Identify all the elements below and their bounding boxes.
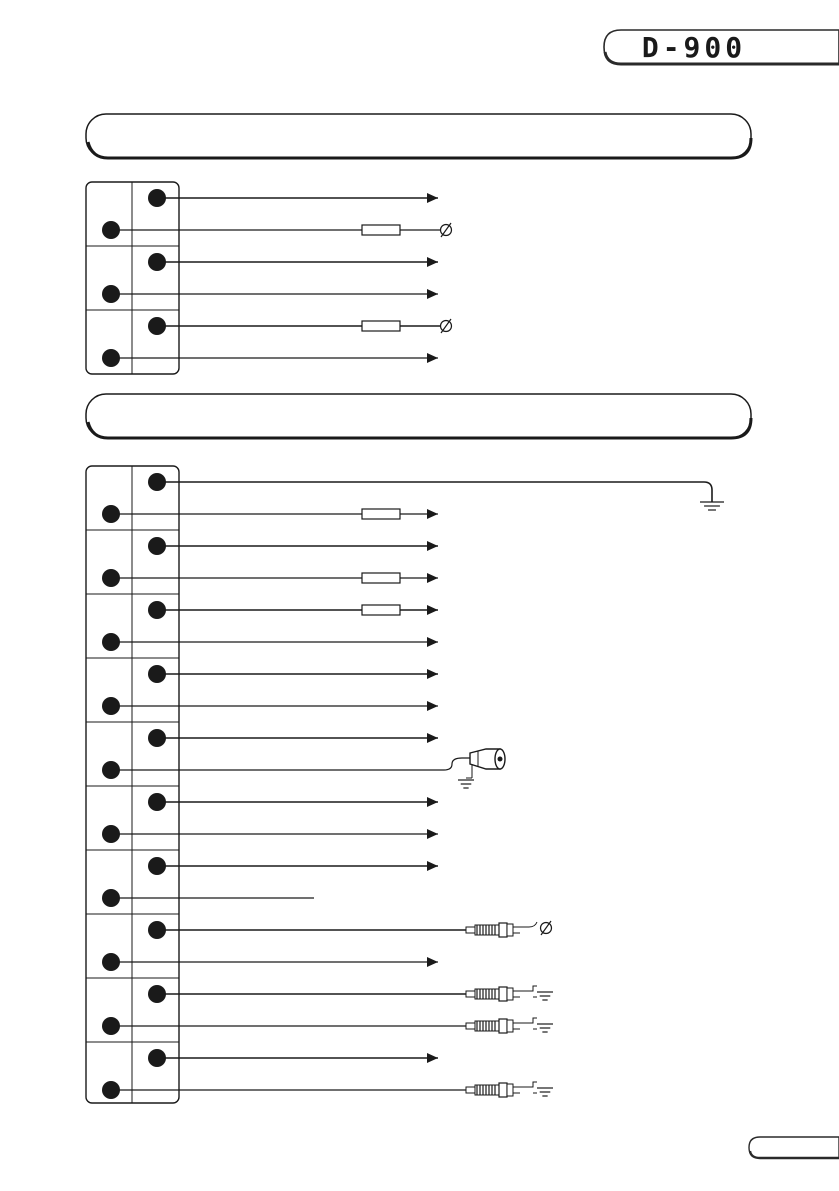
pin-wire	[148, 1049, 438, 1067]
pin-wire	[148, 921, 552, 939]
terminal-pin	[102, 505, 120, 523]
ground-symbol	[458, 780, 474, 788]
terminal-pin	[102, 569, 120, 587]
terminal-pin	[148, 601, 166, 619]
pin-wire	[148, 729, 438, 747]
fuse-icon	[362, 225, 400, 235]
terminal-pin	[148, 253, 166, 271]
terminal-pin	[148, 665, 166, 683]
arrow-head-icon	[427, 509, 438, 519]
terminal-pin	[102, 1081, 120, 1099]
rca-plug-icon	[466, 923, 520, 937]
arrow-head-icon	[427, 957, 438, 967]
arrow-head-icon	[427, 605, 438, 615]
terminal-pin	[102, 633, 120, 651]
fuse-icon	[362, 509, 400, 519]
section-header-2	[86, 394, 751, 438]
arrow-head-icon	[427, 541, 438, 551]
terminal-pin	[148, 1049, 166, 1067]
connector-b	[86, 466, 724, 1103]
arrow-head-icon	[427, 829, 438, 839]
arrow-head-icon	[427, 733, 438, 743]
pin-wire	[148, 317, 452, 335]
fuse-icon	[362, 321, 400, 331]
terminal-pin	[148, 921, 166, 939]
pin-wire	[148, 253, 438, 271]
terminal-pin	[148, 473, 166, 491]
arrow-head-icon	[427, 257, 438, 267]
pin-wire	[148, 665, 438, 683]
terminal-pin	[102, 285, 120, 303]
terminal-pin	[148, 317, 166, 335]
pin-wire	[148, 601, 438, 619]
arrow-head-icon	[427, 573, 438, 583]
rca-plug-icon	[466, 1083, 520, 1097]
fuse-icon	[362, 605, 400, 615]
page-number-tab	[749, 1137, 839, 1158]
arrow-head-icon	[427, 637, 438, 647]
no-connect-symbol	[541, 921, 552, 935]
terminal-pin	[148, 537, 166, 555]
model-tab	[604, 30, 839, 64]
terminal-pin	[148, 857, 166, 875]
rca-plug-icon	[466, 1019, 520, 1033]
pin-wire	[148, 189, 438, 207]
terminal-pin	[148, 985, 166, 1003]
terminal-pin	[148, 189, 166, 207]
terminal-pin	[102, 889, 120, 907]
arrow-head-icon	[427, 193, 438, 203]
wire	[157, 482, 712, 502]
terminal-pin	[102, 761, 120, 779]
no-connect-symbol	[441, 223, 452, 237]
no-connect-symbol	[441, 319, 452, 333]
fuse-icon	[362, 573, 400, 583]
terminal-pin	[102, 825, 120, 843]
terminal-pin	[102, 349, 120, 367]
model-label: D-900	[641, 31, 747, 64]
terminal-pin	[102, 1017, 120, 1035]
arrow-head-icon	[427, 289, 438, 299]
pin-wire	[148, 793, 438, 811]
pin-wire	[148, 537, 438, 555]
rca-plug-icon	[466, 987, 520, 1001]
arrow-head-icon	[427, 797, 438, 807]
ground-symbol	[537, 1024, 553, 1032]
terminal-pin	[148, 729, 166, 747]
arrow-head-icon	[427, 1053, 438, 1063]
terminal-pin	[102, 697, 120, 715]
terminal-pin	[102, 953, 120, 971]
connector-a	[86, 182, 452, 374]
pin-wire	[148, 857, 438, 875]
ground-symbol	[537, 992, 553, 1000]
terminal-pin	[148, 793, 166, 811]
arrow-head-icon	[427, 861, 438, 871]
pin-wire	[148, 985, 553, 1003]
arrow-head-icon	[427, 353, 438, 363]
arrow-head-icon	[427, 669, 438, 679]
terminal-pin	[102, 221, 120, 239]
ground-symbol	[537, 1088, 553, 1096]
antenna-plug-icon	[444, 749, 505, 788]
pin-wire	[148, 473, 724, 510]
arrow-head-icon	[427, 701, 438, 711]
section-header-1	[86, 114, 751, 158]
ground-symbol	[700, 502, 724, 510]
